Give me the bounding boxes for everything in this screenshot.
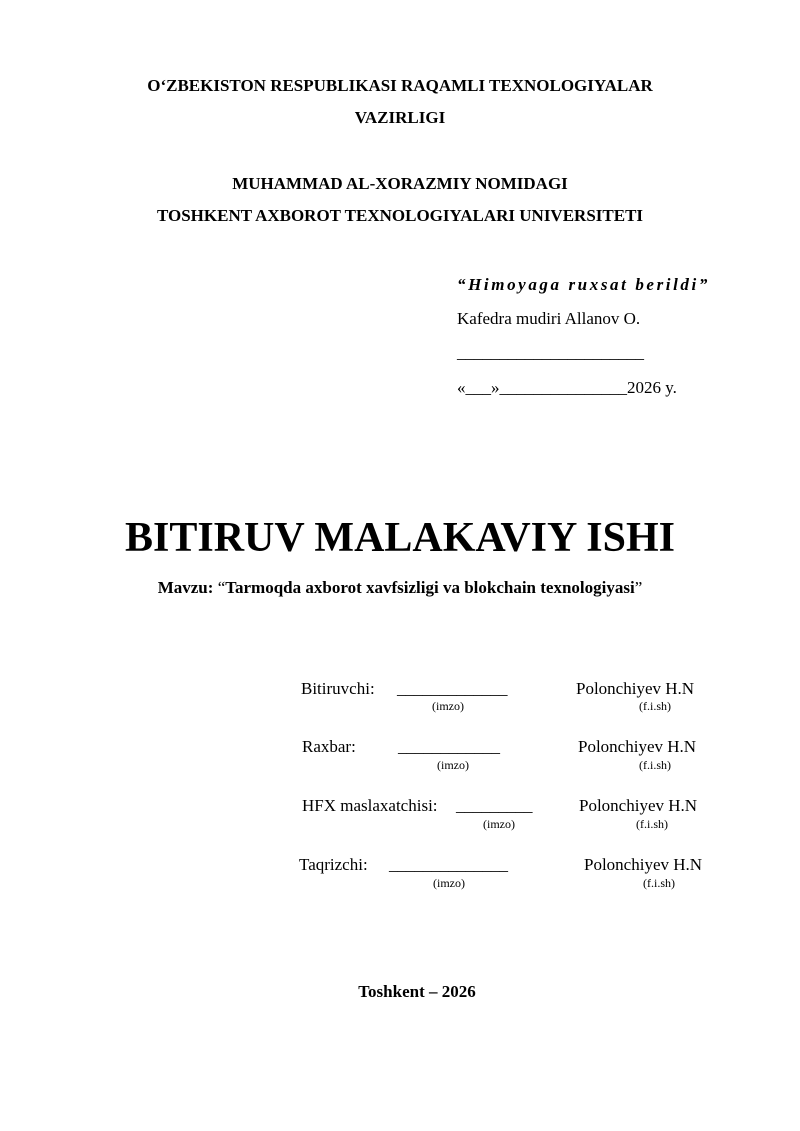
signature-line-graduate: _____________ bbox=[397, 679, 508, 698]
approval-signature-line: ______________________ bbox=[457, 343, 644, 362]
document-topic bbox=[0, 578, 800, 598]
signature-line-supervisor: ____________ bbox=[398, 737, 500, 756]
signature-caption-safety-consultant: (imzo) bbox=[483, 817, 515, 831]
signature-name-graduate: Polonchiyev H.N bbox=[576, 679, 695, 698]
signature-name-supervisor: Polonchiyev H.N bbox=[578, 737, 697, 756]
signature-role-graduate: Bitiruvchi: bbox=[301, 679, 375, 698]
signature-name-safety-consultant: Polonchiyev H.N bbox=[579, 796, 698, 815]
name-caption-graduate: (f.i.sh) bbox=[639, 699, 671, 713]
signature-caption-graduate: (imzo) bbox=[432, 699, 464, 713]
ministry-line-1: O‘ZBEKISTON RESPUBLIKASI RAQAMLI TEXNOLOGIYALAR bbox=[147, 76, 653, 95]
place-and-year: Toshkent – 2026 bbox=[358, 982, 476, 1001]
approval-date-line: «___»_______________2026 y. bbox=[457, 378, 677, 397]
topic-label: Mavzu: bbox=[157, 578, 214, 597]
topic-close-quote: ” bbox=[634, 578, 643, 597]
signature-caption-reviewer: (imzo) bbox=[433, 876, 465, 890]
head-of-department: Kafedra mudiri Allanov O. bbox=[457, 309, 641, 328]
signature-role-supervisor: Raxbar: bbox=[302, 737, 356, 756]
name-caption-reviewer: (f.i.sh) bbox=[643, 876, 675, 890]
university-line-1: MUHAMMAD AL-XORAZMIY NOMIDAGI bbox=[232, 174, 568, 193]
signature-role-reviewer: Taqrizchi: bbox=[299, 855, 368, 874]
approval-title: “Himoyaga ruxsat berildi” bbox=[457, 275, 710, 294]
signature-role-safety-consultant: HFX maslaxatchisi: bbox=[302, 796, 438, 815]
signature-line-safety-consultant: _________ bbox=[456, 796, 533, 815]
document-title: BITIRUV MALAKAVIY ISHI bbox=[124, 515, 676, 561]
signature-line-reviewer: ______________ bbox=[389, 855, 508, 874]
name-caption-supervisor: (f.i.sh) bbox=[639, 758, 671, 772]
university-line-2: TOSHKENT AXBOROT TEXNOLOGIYALARI UNIVERSITETI bbox=[156, 206, 644, 225]
name-caption-safety-consultant: (f.i.sh) bbox=[636, 817, 668, 831]
signature-caption-supervisor: (imzo) bbox=[437, 758, 469, 772]
topic-text: Tarmoqda axborot xavfsizligi va blokchain texnologiyasi bbox=[225, 578, 635, 597]
ministry-line-2: VAZIRLIGI bbox=[354, 108, 446, 127]
signature-name-reviewer: Polonchiyev H.N bbox=[584, 855, 703, 874]
topic-open-quote: “ bbox=[217, 578, 226, 597]
